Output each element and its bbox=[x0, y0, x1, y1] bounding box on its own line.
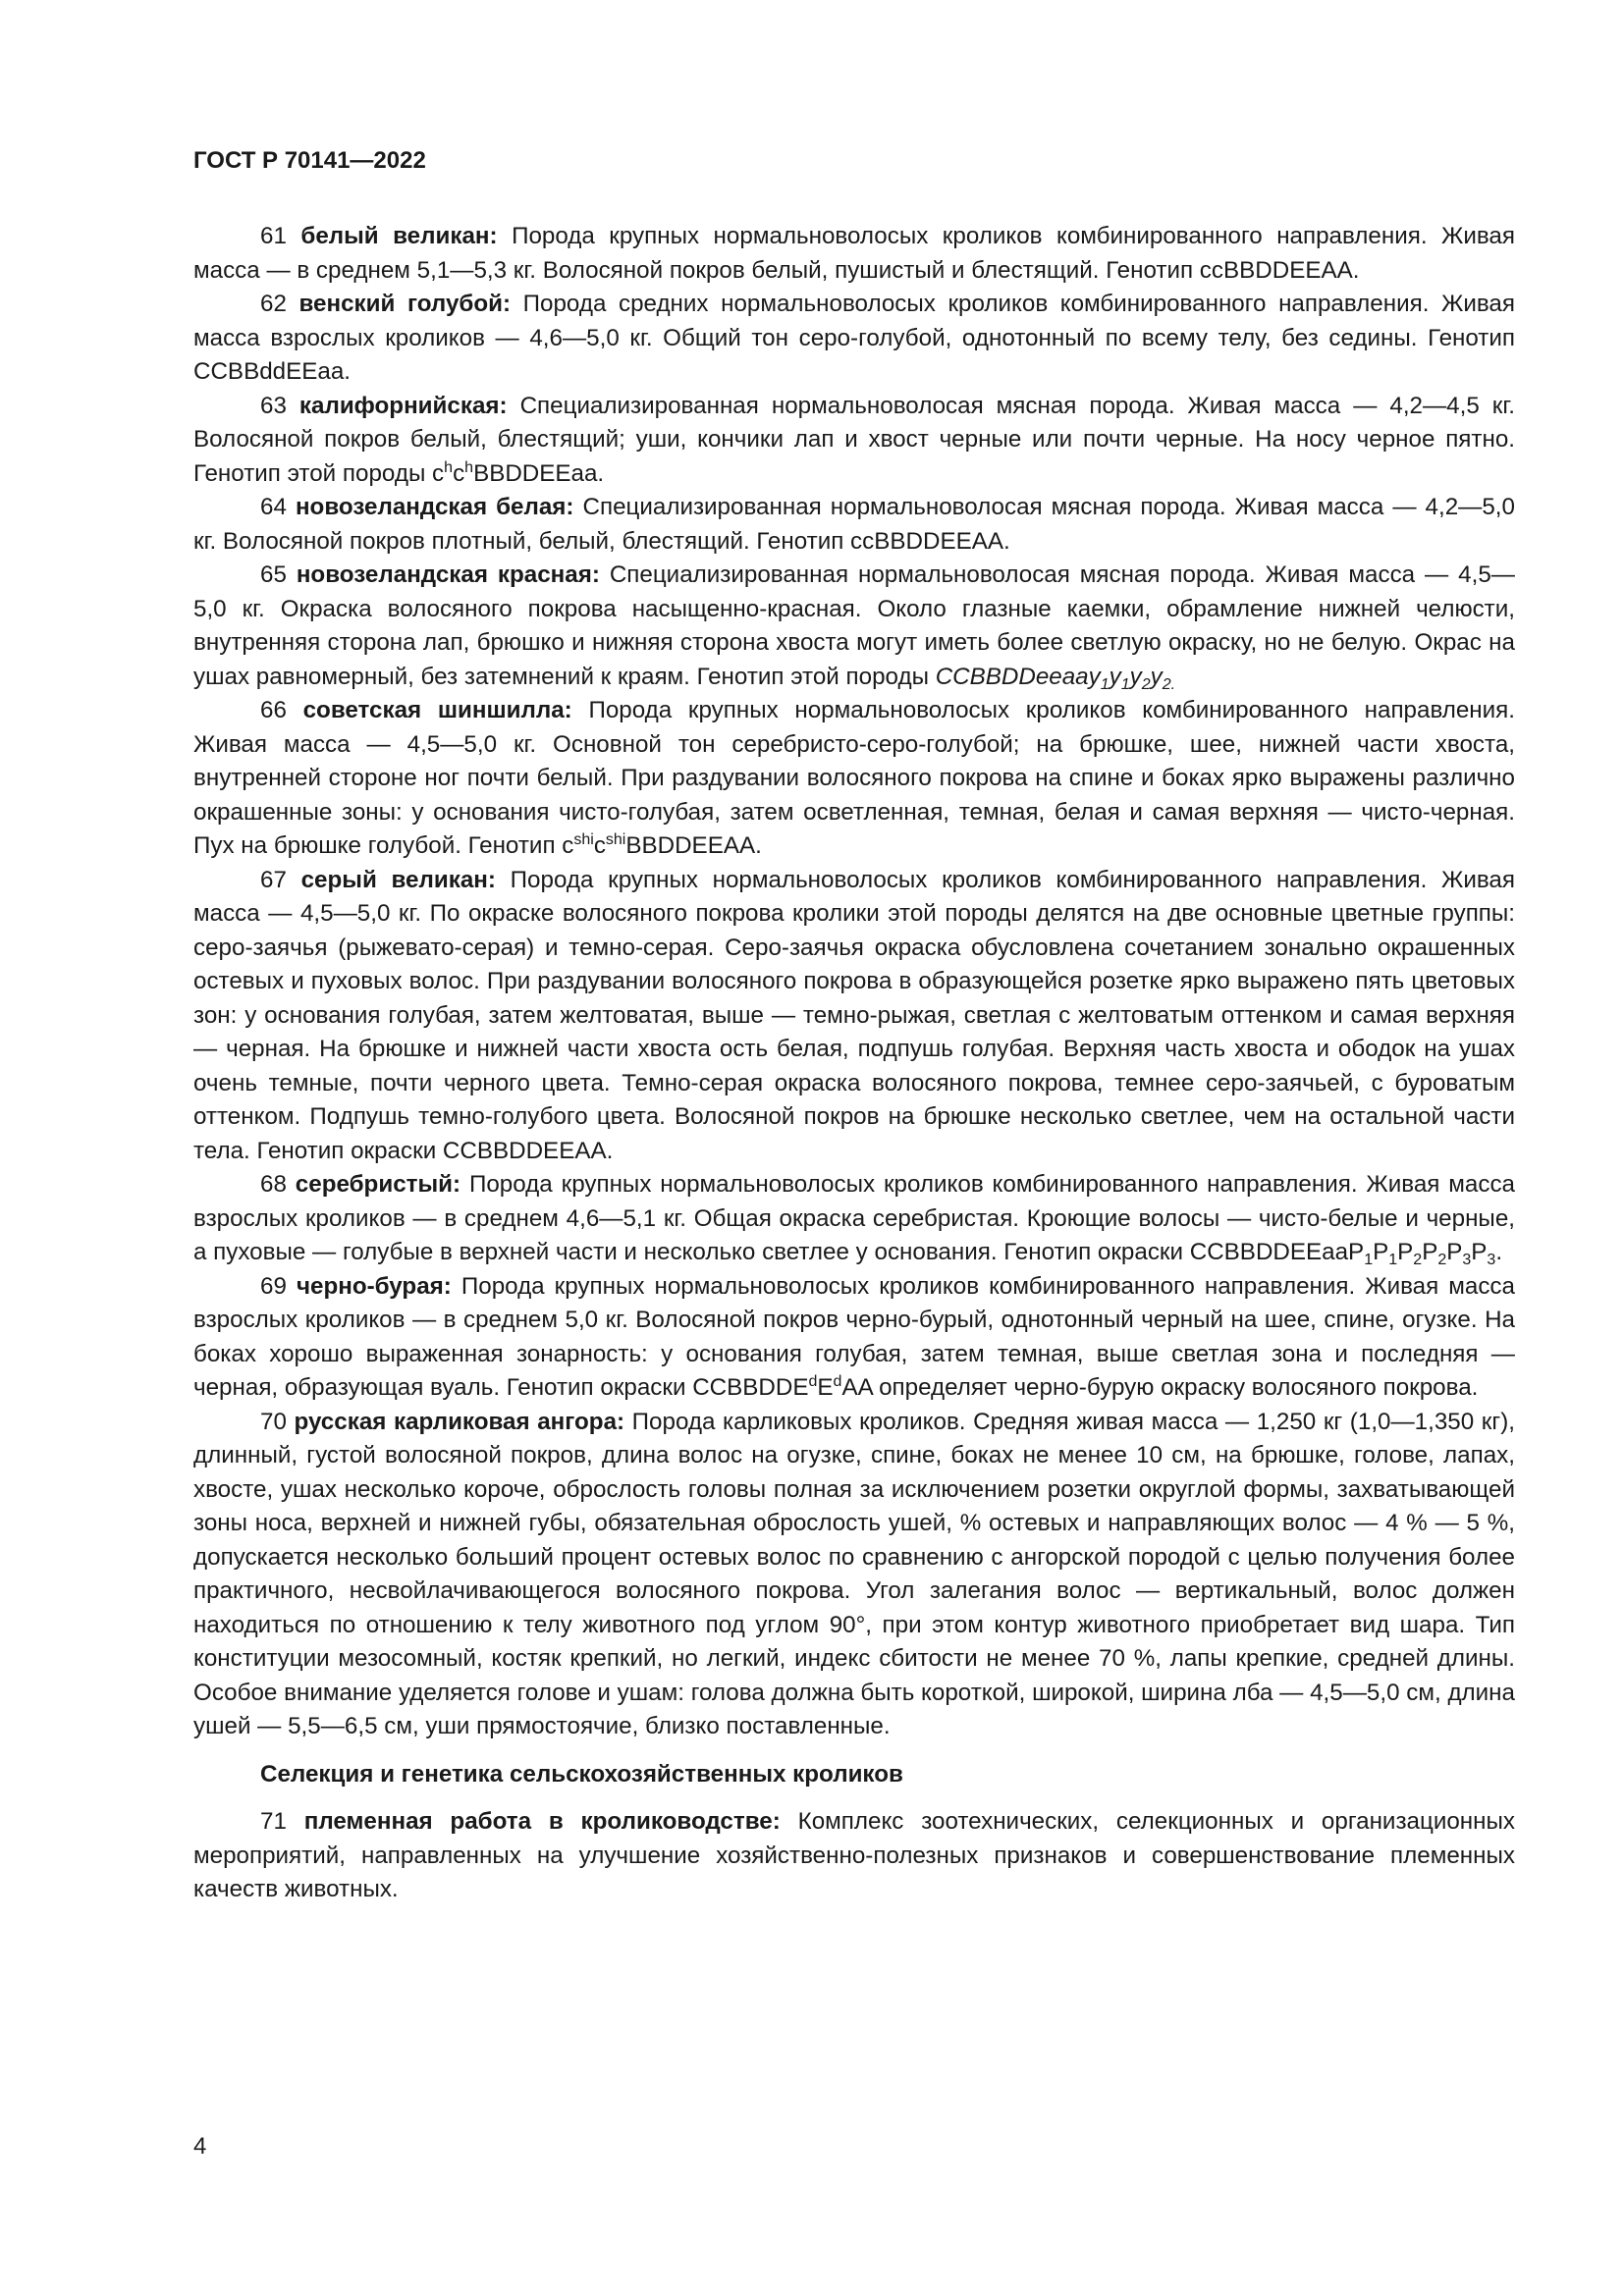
term: серебристый: bbox=[295, 1171, 461, 1198]
term: новозеландская белая: bbox=[295, 494, 574, 520]
entry-67: 67 серый великан: Порода крупных нормальноволосых кроликов комбинированного направления. Живая масса — 4,5—5,0 кг. По окраске волосяного покрова кролики этой породы делятся на две основные цветные группы: серо-заячья (рыжевато-серая) и темно-серая. Серо-заячья окраска обусловлена сочетанием зонально окрашенных остевых и пуховых волос. При раздувании волосяного покрова в образующейся розетке ярко выражено пять цветовых зон: у основания голубая, затем желтоватая, выше — темно-рыжая, светлая с желтоватым оттенком и самая верхняя — черная. На брюшке и нижней части хвоста ость белая, подпушь голубая. Верхняя часть хвоста и ободок на ушах очень темные, почти черного цвета. Темно-серая окраска волосяного покрова, темнее серо-заячьей, с буроватым оттенком. Подпушь темно-голубого цвета. Волосяной покров на брюшке несколько светлее, чем на остальной части тела. Генотип окраски CCBBDDEEAA. bbox=[193, 866, 1515, 1164]
term: серый великан: bbox=[300, 866, 496, 893]
entry-63: 63 калифорнийская: Специализированная нормальноволосая мясная порода. Живая масса — 4,2—4,5 кг. Волосяной покров белый, блестящий; уши, кончики лап и хвост черные или почти черные. На носу черное пятно. Генотип этой породы $c^hc^hBBDDEEaa$. bbox=[193, 392, 1515, 487]
term: черно-бурая: bbox=[296, 1272, 452, 1300]
term: советская шиншилла: bbox=[302, 697, 572, 723]
section-heading: Селекция и генетика сельскохозяйственных кроликов bbox=[260, 1760, 903, 1788]
document-header: ГОСТ Р 70141—2022 bbox=[193, 147, 426, 174]
entry-69: 69 черно-бурая: Порода крупных нормальноволосых кроликов комбинированного направления. Живая масса взрослых кроликов — в среднем 5,0 кг. Волосяной покров черно-бурый, однотонный черный на шее, спине, огузке. На боках хорошо выраженная зонарность: у основания голубая, затем темная, выше светлая зона и последняя — черная, образующая вуаль. Генотип окраски $CCBBDDE^dE^dAA$ определяет черно-бурую окраску волосяного покрова. bbox=[193, 1272, 1515, 1401]
entry-66: 66 советская шиншилла: Порода крупных нормальноволосых кроликов комбинированного направления. Живая масса — 4,5—5,0 кг. Основной тон серебристо-серо-голубой; на брюшке, шее, нижней части хвоста, внутренней стороне ног почти белый. При раздувании волосяного покрова на спине и боках ярко выражены различно окрашенные зоны: у основания чисто-голубая, затем осветленная, темная, белая и самая верхняя — чисто-черная. Пух на брюшке голубой. Генотип $c^{shi}c^{shi}BBDDEEAA$. bbox=[193, 697, 1515, 859]
term: русская карликовая ангора: bbox=[294, 1408, 625, 1435]
entry-61: 61 белый великан: Порода крупных нормальноволосых кроликов комбинированного направления. Живая масса — в среднем 5,1—5,3 кг. Волосяной покров белый, пушистый и блестящий. Генотип ccBBDDEEAA. bbox=[193, 223, 1515, 284]
entry-68: 68 серебристый: Порода крупных нормальноволосых кроликов комбинированного направления. Живая масса взрослых кроликов — в среднем 4,6—5,1 кг. Общая окраска серебристая. Кроющие волосы — чисто-белые и черные, а пуховые — голубые в верхней части и несколько светлее у основания. Генотип окраски $CCBBDDEEaaP_1P_1P_2P_2P_3P_3$. bbox=[193, 1171, 1515, 1268]
entry-65: 65 новозеландская красная: Специализированная нормальноволосая мясная порода. Живая масса — 4,5—5,0 кг. Окраска волосяного покрова насыщенно-красная. Около глазные каемки, обрамление нижней челюсти, внутренняя сторона лап, брюшко и нижняя сторона хвоста могут иметь более светлую окраску, но не белую. Окрас на ушах равномерный, без затемнений к краям. Генотип этой породы $CCBBDDeeaay_1y_1y_2y_{2.}$ bbox=[193, 561, 1515, 693]
term: новозеландская красная: bbox=[296, 561, 600, 588]
page-number: 4 bbox=[193, 2133, 207, 2160]
entry-64: 64 новозеландская белая: Специализированная нормальноволосая мясная порода. Живая масса — 4,2—5,0 кг. Волосяной покров плотный, белый, блестящий. Генотип ccBBDDEEAA. bbox=[193, 494, 1515, 555]
entry-70: 70 русская карликовая ангора: Порода карликовых кроликов. Средняя живая масса — 1,250 кг (1,0—1,350 кг), длинный, густой волосяной покров, длина волос на огузке, спине, боках не менее 10 см, на брюшке, голове, лапах, хвосте, ушах несколько короче, оброслость головы полная за исключением розетки округлой формы, захватывающей зоны носа, верхней и нижней губы, обязательная оброслость ушей, % остевых и направляющих волос — 4 % — 5 %, допускается несколько больший процент остевых волос по сравнению с ангорской породой с целью получения более практичного, несвойлачивающегося волосяного покрова. Угол залегания волос — вертикальный, волос должен находиться по отношению к телу животного под углом 90°, при этом контур животного приобретает вид шара. Тип конституции мезосомный, костяк крепкий, но легкий, индекс сбитости не менее 70 %, лапы крепкие, средней длины. Особое внимание уделяется голове и ушам: голова должна быть короткой, широкой, ширина лба — 4,5—5,0 см, длина ушей — 5,5—6,5 см, уши прямостоячие, близко поставленные. bbox=[193, 1408, 1515, 1739]
term: племенная работа в кролиководстве: bbox=[303, 1808, 781, 1835]
document-body bbox=[193, 220, 1515, 1907]
term: венский голубой: bbox=[298, 291, 512, 317]
entry-62: 62 венский голубой: Порода средних нормальноволосых кроликов комбинированного направления. Живая масса взрослых кроликов — 4,6—5,0 кг. Общий тон серо-голубой, однотонный по всему телу, без седины. Генотип CCBBddEEaa. bbox=[193, 291, 1515, 385]
entry-71: 71 племенная работа в кролиководстве: Комплекс зоотехнических, селекционных и организационных мероприятий, направленных на улучшение хозяйственно-полезных признаков и совершенствование племенных качеств животных. bbox=[193, 1808, 1515, 1902]
term: белый великан: bbox=[300, 223, 498, 249]
term: калифорнийская: bbox=[298, 392, 508, 419]
